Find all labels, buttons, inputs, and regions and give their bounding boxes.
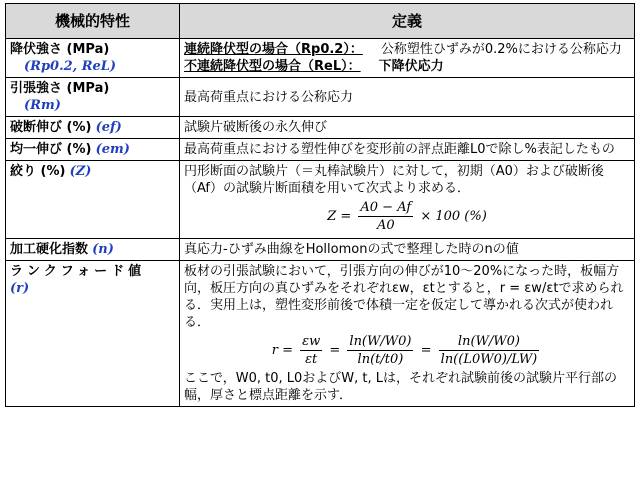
property-symbol: (em) bbox=[95, 142, 130, 157]
definition-label: 連続降伏型の場合（Rp0.2）： bbox=[184, 42, 363, 57]
table-row bbox=[6, 239, 635, 261]
fraction-denominator: A0 bbox=[376, 218, 395, 233]
fraction-numerator: ln(W/W0) bbox=[439, 333, 540, 351]
property-symbol: (Z) bbox=[69, 164, 92, 179]
definition-text: 真応力-ひずみ曲線をHollomonの式で整理した時のnの値 bbox=[184, 242, 519, 257]
equation-fraction bbox=[358, 199, 413, 234]
definition-label: 不連続降伏型の場合（ReL）： bbox=[184, 59, 361, 74]
property-cell bbox=[6, 117, 180, 139]
equals-sign: = bbox=[420, 343, 432, 358]
header-property: 機械的特性 bbox=[6, 4, 180, 39]
definition-line bbox=[184, 58, 630, 75]
property-name: 均一伸び (%) bbox=[10, 142, 92, 157]
definition-cell bbox=[180, 161, 635, 239]
table-row bbox=[6, 78, 635, 117]
table-row bbox=[6, 117, 635, 139]
fraction-numerator: εw bbox=[302, 334, 321, 349]
definition-text: 最高荷重点における公称応力 bbox=[184, 89, 354, 105]
equation-fraction bbox=[347, 333, 413, 368]
property-cell bbox=[6, 39, 180, 78]
definition-text: 円形断面の試験片（＝丸棒試験片）に対して，初期（A0）および破断後（Af）の試験片断面積を用いて次式より求める． bbox=[184, 164, 604, 196]
equation-lhs: r = bbox=[271, 343, 293, 358]
definition-line bbox=[184, 41, 630, 58]
definition-text: 試験片破断後の永久伸び bbox=[184, 120, 328, 135]
fraction-numerator: A0 − Af bbox=[360, 200, 412, 215]
property-symbol: (r) bbox=[10, 281, 30, 296]
definition-cell bbox=[180, 139, 635, 161]
fraction-numerator: ln(W/W0) bbox=[349, 334, 412, 349]
equation-fraction bbox=[439, 333, 540, 368]
table-row bbox=[6, 161, 635, 239]
definition-text: ここで，W0, t0, L0およびW, t, Lは，それぞれ試験前後の試験片平行部の幅，厚さと標点距離を示す． bbox=[184, 371, 617, 403]
table-row bbox=[6, 139, 635, 161]
equation-lhs: Z = bbox=[327, 209, 352, 224]
property-symbol: (ef) bbox=[95, 120, 122, 135]
property-name: ランクフォード値 bbox=[10, 264, 146, 279]
definition-cell bbox=[180, 239, 635, 261]
equals-sign: = bbox=[329, 343, 341, 358]
table-header-row bbox=[6, 4, 635, 39]
property-cell bbox=[6, 78, 180, 117]
table-row bbox=[6, 261, 635, 407]
fraction-denominator: ln(t/t0) bbox=[357, 352, 404, 367]
property-cell bbox=[6, 239, 180, 261]
property-name: 加工硬化指数 bbox=[10, 242, 89, 257]
equation-rhs: × 100 (%) bbox=[420, 209, 487, 224]
definition-text: 板材の引張試験において，引張方向の伸びが10～20%になった時，板幅方向，板圧方向の真ひずみをそれぞれεw，εtとすると，r = εw/εtで求められる．実用上は，塑性変形前後で体積一定を仮定して導かれる次式が使われる． bbox=[184, 264, 624, 330]
equation-fraction bbox=[300, 333, 322, 368]
property-name: 降伏強さ (MPa) bbox=[10, 42, 110, 57]
property-cell bbox=[6, 161, 180, 239]
property-cell bbox=[6, 139, 180, 161]
definition-cell bbox=[180, 261, 635, 407]
property-name: 破断伸び (%) bbox=[10, 120, 92, 135]
mechanical-properties-table bbox=[5, 3, 635, 407]
property-symbol: (n) bbox=[92, 242, 114, 257]
property-cell bbox=[6, 261, 180, 407]
property-symbol: (Rp0.2, ReL) bbox=[24, 59, 117, 74]
definition-text: 下降伏応力 bbox=[378, 59, 444, 74]
property-name: 引張強さ (MPa) bbox=[10, 81, 110, 96]
definition-cell bbox=[180, 117, 635, 139]
header-definition: 定義 bbox=[180, 4, 635, 39]
reduction-equation bbox=[184, 199, 630, 234]
fraction-denominator: ln((L0W0)/LW) bbox=[440, 352, 538, 367]
definition-text: 最高荷重点における塑性伸びを変形前の評点距離L0で除し%表記したもの bbox=[184, 142, 615, 157]
definition-cell bbox=[180, 78, 635, 117]
property-symbol: (Rm) bbox=[24, 98, 61, 113]
lankford-equation bbox=[184, 333, 630, 368]
definition-text: 公称塑性ひずみが0.2%における公称応力 bbox=[380, 42, 622, 57]
definition-cell bbox=[180, 39, 635, 78]
table-row bbox=[6, 39, 635, 78]
fraction-denominator: εt bbox=[305, 352, 318, 367]
property-name: 絞り (%) bbox=[10, 164, 66, 179]
